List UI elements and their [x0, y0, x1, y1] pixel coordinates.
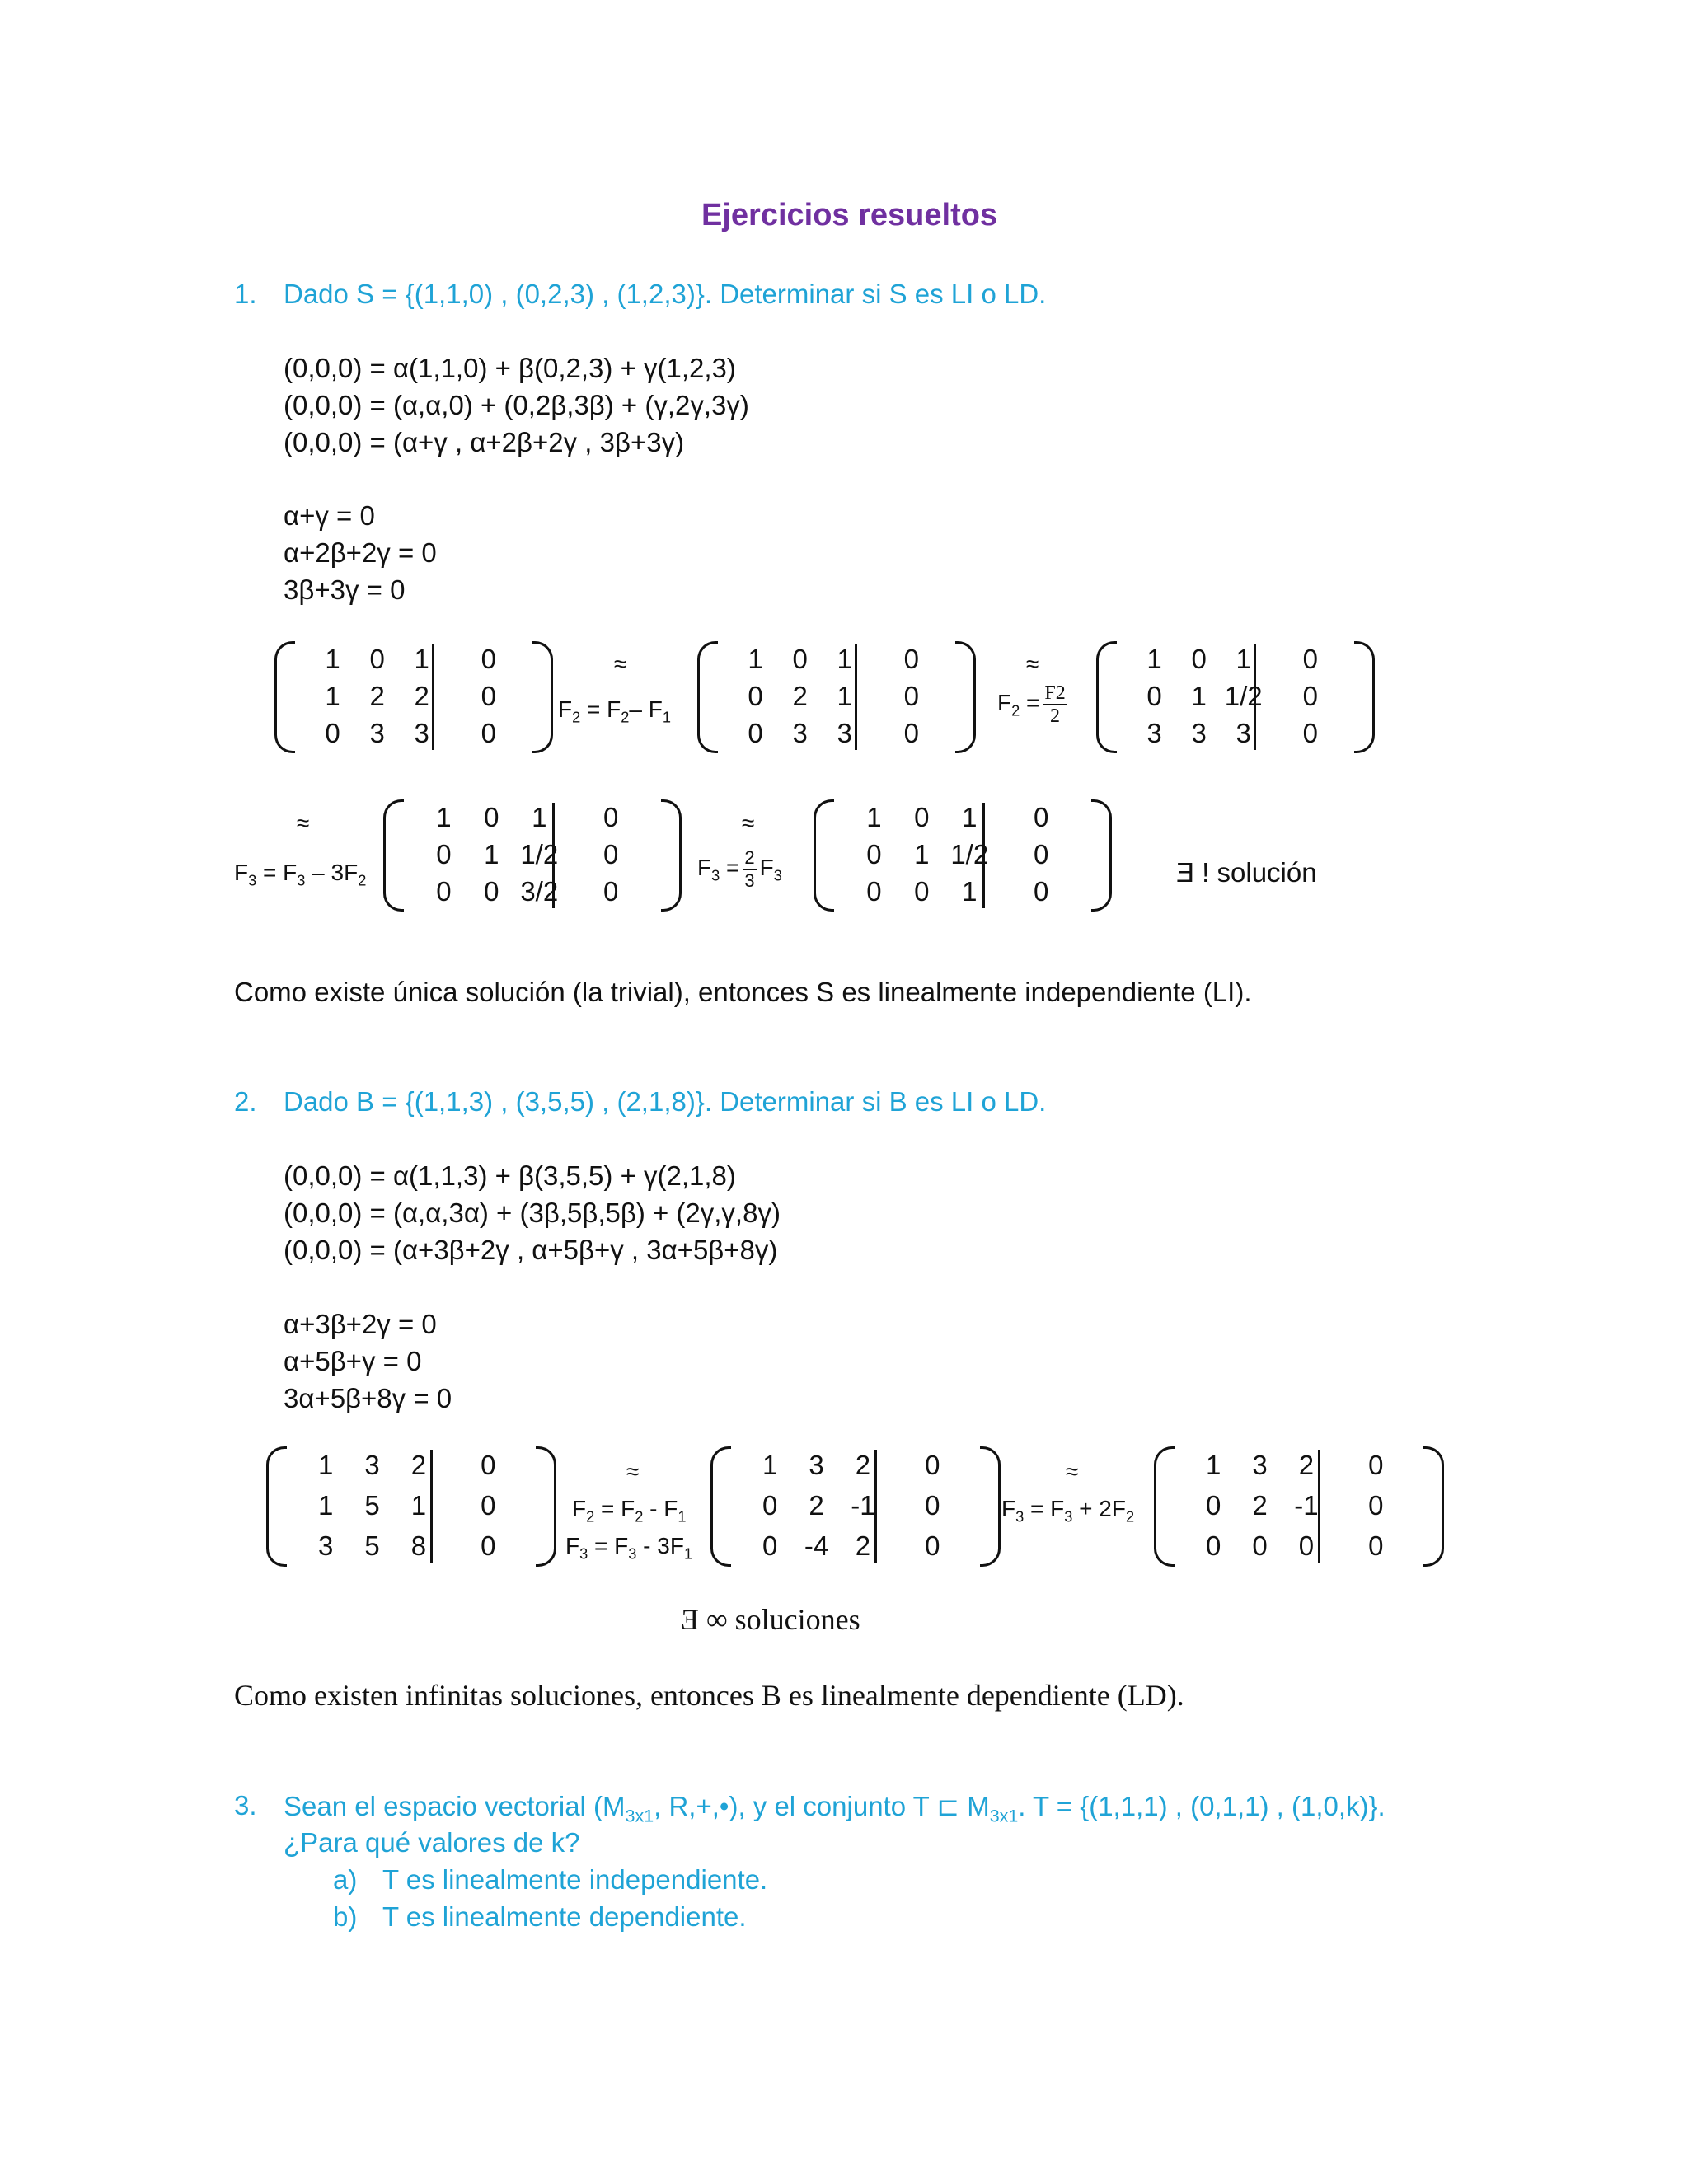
- page-title: Ejercicios resueltos: [701, 198, 998, 232]
- left-bracket: [697, 641, 718, 753]
- approx-sign: ≈: [297, 810, 310, 836]
- matrix-cell: 0: [1368, 1490, 1384, 1521]
- matrix-cell: 3: [1252, 1450, 1268, 1481]
- ex2-infinite-solutions: Ǝ ∞ soluciones: [681, 1603, 860, 1636]
- matrix-cell: 0: [1206, 1530, 1221, 1561]
- matrix-cell: 3: [1146, 718, 1162, 749]
- matrix-cell: 0: [1368, 1450, 1384, 1481]
- matrix-cell: 0: [1298, 1530, 1315, 1561]
- matrix-cell: 0: [1206, 1490, 1221, 1521]
- matrix-cell: 0: [481, 1490, 496, 1521]
- left-bracket: [383, 799, 404, 912]
- matrix-cell: 1/2: [950, 839, 989, 869]
- ex1-row-op-3: $F_3 = F_3 - 3F_2$: [234, 860, 367, 889]
- matrix-cell: -4: [804, 1530, 829, 1561]
- matrix-cell: 2: [410, 1450, 427, 1481]
- matrix-cell: 0: [925, 1490, 940, 1521]
- matrix-cell: 0: [903, 681, 919, 711]
- matrix-cell: 2: [369, 681, 385, 711]
- ex2-system-2: α+5β+γ = 0: [284, 1346, 422, 1376]
- matrix-cell: 1: [414, 643, 429, 674]
- matrix-cell: 2: [414, 681, 429, 711]
- left-bracket: [814, 799, 834, 912]
- left-bracket: [710, 1446, 731, 1567]
- matrix-cell: 3: [792, 718, 808, 749]
- matrix-cell: 0: [369, 643, 385, 674]
- matrix-cell: 1: [748, 643, 763, 674]
- matrix-cell: 0: [914, 801, 930, 832]
- ex2-system-1: α+3β+2γ = 0: [284, 1309, 437, 1339]
- matrix-cell: 1: [436, 801, 452, 832]
- ex2-row-op-1a: $F_2 = F_2 - F_1$: [572, 1496, 687, 1526]
- matrix-cell: 3: [837, 718, 852, 749]
- matrix-cell: 3: [1191, 718, 1207, 749]
- exercise-3-option-b: T es linealmente dependiente.: [382, 1901, 747, 1932]
- ex2-conclusion: Como existen infinitas soluciones, entonces B es linealmente dependiente (LD).: [234, 1679, 1184, 1712]
- matrix-cell: 1: [962, 876, 978, 907]
- matrix-cell: 0: [603, 839, 619, 869]
- ex2-equation-3: (0,0,0) = (α+3β+2γ , α+5β+γ , 3α+5β+8γ): [284, 1235, 778, 1265]
- matrix-cell: -1: [851, 1490, 875, 1521]
- ex1-matrix-3: [1096, 641, 1375, 753]
- matrix-cell: 0: [481, 1530, 496, 1561]
- matrix-cell: 1: [318, 1490, 334, 1521]
- matrix-cell: 0: [1033, 876, 1049, 907]
- right-bracket: [955, 641, 976, 753]
- matrix-cell: 1: [837, 643, 852, 674]
- matrix-cell: 0: [866, 876, 882, 907]
- exercise-1-number: 1.: [234, 279, 257, 309]
- matrix-cell: 2: [855, 1450, 871, 1481]
- matrix-cell: 2: [855, 1530, 871, 1561]
- matrix-cell: 0: [866, 839, 882, 869]
- matrix-cell: 3: [414, 718, 429, 749]
- matrix-cell: 2: [1298, 1450, 1315, 1481]
- matrix-cell: 0: [436, 839, 452, 869]
- ex1-equation-2: (0,0,0) = (α,α,0) + (0,2β,3β) + (γ,2γ,3γ): [284, 390, 749, 420]
- matrix-cell: 2: [809, 1490, 824, 1521]
- right-bracket: [1423, 1446, 1444, 1567]
- matrix-cell: 3: [318, 1530, 334, 1561]
- exercise-1-statement: Dado S = {(1,1,0) , (0,2,3) , (1,2,3)}. Determinar si S es LI o LD.: [284, 279, 1047, 309]
- matrix-cell: 3: [1236, 718, 1251, 749]
- matrix-cell: 8: [410, 1530, 427, 1561]
- ex1-conclusion: Como existe única solución (la trivial), entonces S es linealmente independiente (LI).: [234, 977, 1252, 1007]
- matrix-cell: 0: [925, 1450, 940, 1481]
- ex1-equation-1: (0,0,0) = α(1,1,0) + β(0,2,3) + γ(1,2,3): [284, 353, 736, 383]
- ex1-system-1: α+γ = 0: [284, 500, 375, 531]
- ex2-row-op-1b: $F_3 = F_3 - 3F_1$: [565, 1533, 693, 1563]
- ex2-equation-2: (0,0,0) = (α,α,3α) + (3β,5β,5β) + (2γ,γ,8γ): [284, 1197, 781, 1228]
- ex2-matrix-2: [710, 1446, 1001, 1567]
- matrix-cell: 0: [792, 643, 808, 674]
- right-bracket: [1091, 799, 1112, 912]
- ex2-system-3: 3α+5β+8γ = 0: [284, 1383, 452, 1413]
- approx-sign: ≈: [626, 1459, 640, 1484]
- matrix-cell: 1: [1146, 643, 1162, 674]
- matrix-cell: 0: [1302, 681, 1318, 711]
- matrix-cell: 5: [364, 1530, 380, 1561]
- matrix-cell: 0: [1033, 801, 1049, 832]
- matrix-cell: 1: [1191, 681, 1207, 711]
- approx-sign: ≈: [1026, 651, 1039, 677]
- matrix-cell: 1: [1236, 643, 1251, 674]
- ex2-row-op-2: $F_3 = F_3 + 2F_2$: [1001, 1496, 1135, 1526]
- matrix-cell: 0: [436, 876, 452, 907]
- matrix-cell: 0: [1302, 643, 1318, 674]
- matrix-cell: 1: [866, 801, 882, 832]
- approx-sign: ≈: [1066, 1459, 1079, 1484]
- matrix-cell: 1: [1206, 1450, 1221, 1481]
- right-bracket: [532, 641, 553, 753]
- matrix-cell: 3: [369, 718, 385, 749]
- matrix-cell: 1/2: [520, 839, 559, 869]
- matrix-cell: 0: [603, 801, 619, 832]
- matrix-cell: 1: [325, 643, 340, 674]
- matrix-cell: 0: [762, 1530, 778, 1561]
- exercise-3-line-2: ¿Para qué valores de k?: [284, 1827, 580, 1858]
- matrix-cell: 0: [1368, 1530, 1384, 1561]
- approx-sign: ≈: [614, 651, 627, 677]
- matrix-cell: 0: [484, 801, 499, 832]
- matrix-cell: 0: [481, 1450, 496, 1481]
- right-bracket: [536, 1446, 556, 1567]
- matrix-cell: 0: [481, 643, 496, 674]
- matrix-cell: 0: [481, 718, 496, 749]
- ex1-system-2: α+2β+2γ = 0: [284, 537, 437, 568]
- ex1-matrix-4: [383, 799, 682, 912]
- matrix-cell: 0: [1302, 718, 1318, 749]
- ex1-unique-solution: Ǝ ! solución: [1176, 857, 1317, 888]
- right-bracket: [980, 1446, 1001, 1567]
- ex1-equation-3: (0,0,0) = (α+γ , α+2β+2γ , 3β+3γ): [284, 427, 685, 457]
- matrix-cell: -1: [1294, 1490, 1319, 1521]
- matrix-cell: 1: [325, 681, 340, 711]
- right-bracket: [661, 799, 682, 912]
- ex1-matrix-2: [697, 641, 976, 753]
- matrix-cell: 0: [748, 681, 763, 711]
- exercise-3-option-a-label: a): [333, 1864, 358, 1895]
- left-bracket: [1096, 641, 1117, 753]
- matrix-cell: 0: [903, 643, 919, 674]
- ex1-matrix-1: [274, 641, 553, 753]
- exercise-3-line-1: Sean el espacio vectorial ($M_{3x1}$, R,+,•), y el conjunto T ⊏ $M_{3x1}$. T = {(1,1,1) , (0,1,1) , (1,0,k)}.: [284, 1791, 1386, 1826]
- matrix-cell: 0: [484, 876, 499, 907]
- matrix-cell: 1: [318, 1450, 334, 1481]
- matrix-cell: 5: [364, 1490, 380, 1521]
- matrix-cell: 0: [325, 718, 340, 749]
- ex2-equation-1: (0,0,0) = α(1,1,3) + β(3,5,5) + γ(2,1,8): [284, 1160, 736, 1191]
- right-bracket: [1354, 641, 1375, 753]
- matrix-cell: 2: [1252, 1490, 1268, 1521]
- matrix-cell: 0: [914, 876, 930, 907]
- exercise-3-number: 3.: [234, 1790, 257, 1821]
- approx-sign: ≈: [742, 810, 755, 836]
- matrix-cell: 2: [792, 681, 808, 711]
- matrix-cell: 0: [1033, 839, 1049, 869]
- matrix-cell: 3: [809, 1450, 824, 1481]
- ex2-matrix-1: [266, 1446, 556, 1567]
- ex1-row-op-1: $F_2 = F_2-$ $F_1$: [558, 696, 671, 726]
- matrix-cell: 1: [837, 681, 852, 711]
- matrix-cell: 0: [925, 1530, 940, 1561]
- exercise-2-number: 2.: [234, 1086, 257, 1117]
- ex1-system-3: 3β+3γ = 0: [284, 574, 406, 605]
- matrix-cell: 0: [1146, 681, 1162, 711]
- matrix-cell: 1/2: [1224, 681, 1263, 711]
- matrix-cell: 3/2: [520, 876, 559, 907]
- exercise-3-option-b-label: b): [333, 1901, 358, 1932]
- matrix-cell: 0: [748, 718, 763, 749]
- matrix-cell: 0: [603, 876, 619, 907]
- ex1-matrix-5: [814, 799, 1112, 912]
- left-bracket: [1154, 1446, 1175, 1567]
- matrix-cell: 0: [903, 718, 919, 749]
- matrix-cell: 1: [914, 839, 930, 869]
- matrix-cell: 0: [481, 681, 496, 711]
- matrix-cell: 1: [484, 839, 499, 869]
- matrix-cell: 1: [532, 801, 547, 832]
- matrix-cell: 1: [962, 801, 978, 832]
- matrix-cell: 0: [762, 1490, 778, 1521]
- matrix-cell: 1: [762, 1450, 778, 1481]
- exercise-2-statement: Dado B = {(1,1,3) , (3,5,5) , (2,1,8)}. Determinar si B es LI o LD.: [284, 1086, 1047, 1117]
- ex1-row-op-2: $F_2$ = $\frac{F2}{2}$: [997, 682, 1066, 727]
- matrix-cell: 1: [410, 1490, 427, 1521]
- ex2-matrix-3: [1154, 1446, 1444, 1567]
- left-bracket: [266, 1446, 287, 1567]
- ex1-row-op-4: $F_3$ = $\frac{2}{3}$ $F_3$: [697, 847, 782, 891]
- matrix-cell: 0: [1191, 643, 1207, 674]
- exercise-3-option-a: T es linealmente independiente.: [382, 1864, 768, 1895]
- left-bracket: [274, 641, 295, 753]
- matrix-cell: 3: [364, 1450, 380, 1481]
- matrix-cell: 0: [1252, 1530, 1268, 1561]
